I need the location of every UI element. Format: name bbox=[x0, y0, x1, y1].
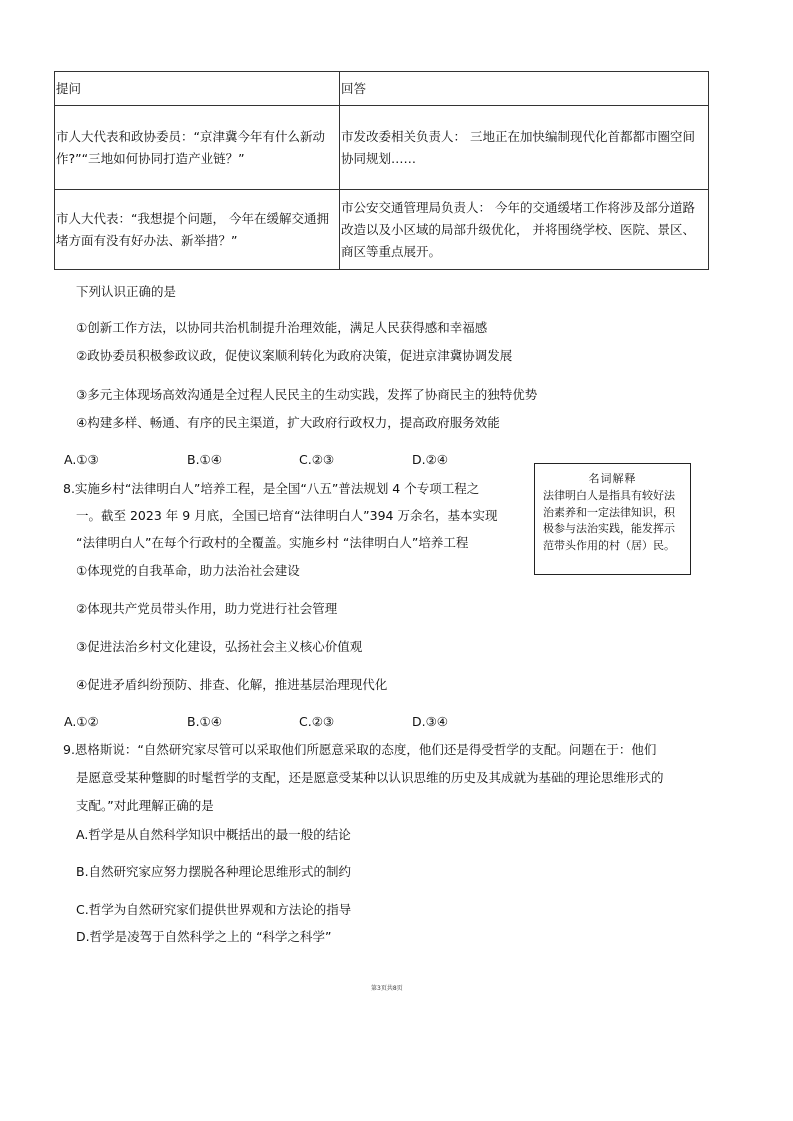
q7-option-a: A.①③ bbox=[64, 452, 99, 467]
table-row bbox=[55, 190, 709, 270]
q8-item-2: ②体现共产党员带头作用，助力党进行社会管理 bbox=[76, 601, 338, 616]
q9-option-a: A.哲学是从自然科学知识中概括出的最一般的结论 bbox=[76, 827, 351, 842]
page-footer: 第3页共8页 bbox=[371, 985, 403, 992]
q9-option-c: C.哲学为自然研究家们提供世界观和方法论的指导 bbox=[76, 902, 352, 917]
row2-question: 市人大代表：“我想提个问题， 今年在缓解交通拥堵方面有没有好办法、新举措？” bbox=[56, 210, 329, 248]
q8-item-1: ①体现党的自我革命，助力法治社会建设 bbox=[76, 563, 300, 578]
q8-option-b: B.①④ bbox=[187, 714, 222, 729]
q8-item-3: ③促进法治乡村文化建设，弘扬社会主义核心价值观 bbox=[76, 639, 363, 654]
table-header-row bbox=[55, 72, 709, 106]
term-explanation-box bbox=[534, 463, 691, 575]
q9-line-2: 是愿意受某种蹩脚的时髦哲学的支配，还是愿意受某种以认识思维的历史及其成就为基础的理论思维形式的 bbox=[76, 770, 664, 785]
q8-option-a: A.①② bbox=[64, 714, 99, 729]
q8-option-c: C.②③ bbox=[299, 714, 335, 729]
q7-option-d: D.②④ bbox=[412, 452, 449, 467]
q8-option-d: D.③④ bbox=[412, 714, 449, 729]
q7-stem: 下列认识正确的是 bbox=[76, 284, 177, 299]
q9-line-1: 9.恩格斯说：“自然研究家尽管可以采取他们所愿意采取的态度，他们还是得受哲学的支配。问题在于：他们 bbox=[63, 742, 657, 757]
q7-item-2: ②政协委员积极参政议政，促使议案顺利转化为政府决策，促进京津冀协调发展 bbox=[76, 348, 513, 363]
table-row bbox=[55, 106, 709, 190]
q9-option-b: B.自然研究家应努力摆脱各种理论思维形式的制约 bbox=[76, 864, 352, 879]
term-box-text: 法律明白人是指具有较好法治素养和一定法律知识，积极参与法治实践，能发挥示范带头作用的村（居）民。 bbox=[543, 489, 675, 552]
q8-line-3: “法律明白人”在每个行政村的全覆盖。实施乡村 “法律明白人”培养工程 bbox=[76, 535, 469, 550]
q7-item-3: ③多元主体现场高效沟通是全过程人民民主的生动实践，发挥了协商民主的独特优势 bbox=[76, 387, 538, 402]
row1-question: 市人大代表和政协委员：“京津冀今年有什么新动作?”“三地如何协同打造产业链？” bbox=[56, 128, 325, 166]
q8-item-4: ④促进矛盾纠纷预防、排查、化解，推进基层治理现代化 bbox=[76, 677, 388, 692]
qa-table bbox=[54, 71, 709, 270]
header-question: 提问 bbox=[55, 72, 340, 106]
q9-option-d: D.哲学是凌驾于自然科学之上的 “科学之科学” bbox=[76, 929, 332, 944]
q7-item-1: ①创新工作方法，以协同共治机制提升治理效能，满足人民获得感和幸福感 bbox=[76, 320, 488, 335]
q8-line-2: 一。截至 2023 年 9 月底，全国已培育“法律明白人”394 万余名，基本实现 bbox=[76, 508, 498, 523]
q7-item-4: ④构建多样、畅通、有序的民主渠道，扩大政府行政权力，提高政府服务效能 bbox=[76, 415, 500, 430]
q7-option-b: B.①④ bbox=[187, 452, 222, 467]
row2-answer: 市公安交通管理局负责人： 今年的交通缓堵工作将涉及部分道路改造以及小区域的局部升级优化， 并将围绕学校、医院、景区、商区等重点展开。 bbox=[341, 199, 695, 259]
row1-answer: 市发改委相关负责人： 三地正在加快编制现代化首都都市圈空间协同规划…… bbox=[341, 128, 695, 166]
q8-line-1: 8.实施乡村“法律明白人”培养工程，是全国“八五”普法规划 4 个专项工程之 bbox=[63, 481, 480, 496]
term-box-title: 名词解释 bbox=[588, 472, 637, 485]
header-answer: 回答 bbox=[340, 72, 709, 106]
q9-line-3: 支配。”对此理解正确的是 bbox=[76, 798, 214, 813]
q7-option-c: C.②③ bbox=[299, 452, 335, 467]
